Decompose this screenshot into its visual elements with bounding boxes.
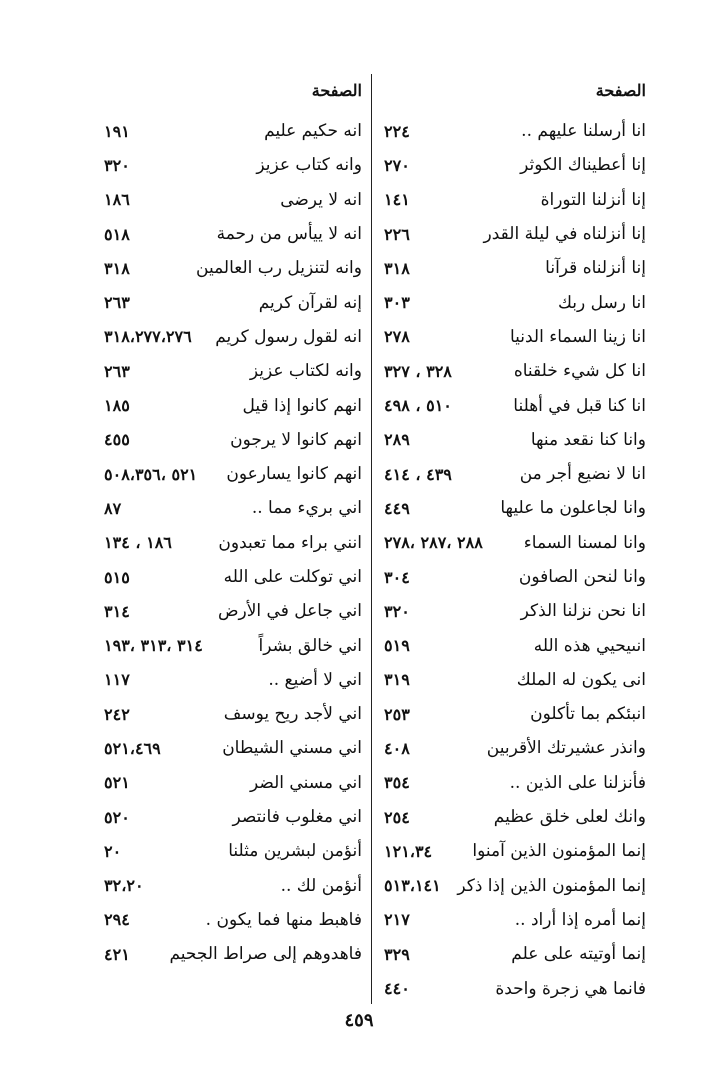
index-entry: [104, 560, 362, 594]
left-column: [104, 76, 362, 971]
entry-text: إنا أنزلناه قرآنا: [545, 258, 646, 279]
entry-page-ref: ١٩١: [104, 121, 130, 141]
index-entry: [104, 217, 362, 251]
entry-page-ref: ١٨٥: [104, 396, 130, 416]
index-entry: [104, 388, 362, 422]
index-entry: [384, 971, 646, 1005]
entry-page-ref: ٣١٨: [104, 258, 130, 278]
index-entry: [104, 594, 362, 628]
index-entry: [384, 285, 646, 319]
index-entry: [384, 354, 646, 388]
entry-page-ref: ١٨٦ ، ١٣٤: [104, 533, 172, 553]
entry-page-ref: ١٢١،٣٤: [384, 841, 433, 861]
entry-page-ref: ٣٢٠: [104, 155, 130, 175]
entry-page-ref: ٥١٩: [384, 636, 410, 656]
entry-text: اني لا أضيع ..: [268, 669, 362, 690]
index-entry: [384, 320, 646, 354]
entry-text: اني خالق بشراً: [258, 635, 362, 656]
entry-text: فاهبط منها فما يكون .: [205, 909, 362, 930]
entry-page-ref: ٥٢١،٤٦٩: [104, 738, 161, 758]
index-entry: [384, 594, 646, 628]
entry-text: اني مغلوب فانتصر: [232, 807, 362, 828]
entry-page-ref: ٤٤٩: [384, 498, 410, 518]
entry-page-ref: ١٨٦: [104, 190, 130, 210]
entry-page-ref: ٤٢١: [104, 944, 130, 964]
entry-page-ref: ٣٢،٢٠: [104, 876, 144, 896]
left-column-header: الصفحة: [311, 81, 362, 100]
entry-text: انا كل شيء خلقناه: [513, 361, 646, 382]
entry-text: انبئكم بما تأكلون: [530, 704, 646, 725]
entry-page-ref: ١١٧: [104, 670, 130, 690]
entry-page-ref: ٤٤٠: [384, 979, 410, 999]
index-entry: [104, 491, 362, 525]
entry-text: وانك لعلى خلق عظيم: [493, 807, 646, 828]
index-entry: [384, 560, 646, 594]
entry-page-ref: ٣٢٨ ، ٣٢٧: [384, 361, 452, 381]
entry-text: انا لا نضيع أجر من: [519, 464, 646, 485]
entry-text: انهم كانوا يسارعون: [226, 464, 362, 485]
index-entry: [104, 148, 362, 182]
entry-text: انه لا ييأس من رحمة: [216, 224, 362, 245]
entry-text: وانه لتنزيل رب العالمين: [196, 258, 362, 279]
entry-text: إنما أوتيته على علم: [511, 944, 646, 965]
column-divider: [371, 74, 372, 1004]
entry-page-ref: ٢٠: [104, 841, 122, 861]
index-entry: [384, 834, 646, 868]
left-entry-list: [104, 114, 362, 971]
entry-text: أنؤمن لبشرين مثلنا: [228, 841, 362, 862]
entry-text: اني مسني الضر: [249, 772, 362, 793]
entry-page-ref: ٥١٠ ، ٤٩٨: [384, 396, 452, 416]
entry-page-ref: ٥٢٠: [104, 807, 130, 827]
entry-page-ref: ٢٦٣: [104, 293, 130, 313]
entry-page-ref: ٢٨٩: [384, 430, 410, 450]
index-entry: [104, 354, 362, 388]
entry-text: وانا لنحن الصافون: [518, 567, 646, 587]
entry-page-ref: ٢٦٣: [104, 361, 130, 381]
index-entry: [384, 937, 646, 971]
entry-page-ref: ٣٠٣: [384, 293, 410, 313]
index-entry: [104, 457, 362, 491]
right-column: [384, 76, 646, 1006]
entry-text: انا أرسلنا عليهم ..: [521, 121, 646, 142]
index-entry: [104, 423, 362, 457]
index-entry: [384, 491, 646, 525]
index-entry: [384, 114, 646, 148]
entry-text: فاهدوهم إلى صراط الجحيم: [169, 944, 362, 965]
entry-page-ref: ٢٧٨: [384, 327, 410, 347]
entry-text: انهم كانوا لا يرجون: [230, 429, 362, 450]
entry-text: وانا لمسنا السماء: [523, 532, 646, 553]
entry-page-ref: ٣١٤: [104, 601, 130, 621]
entry-text: اني جاعل في الأرض: [217, 601, 362, 622]
entry-text: إنا أعطيناك الكوثر: [520, 155, 646, 176]
entry-page-ref: ٢٢٤: [384, 121, 410, 141]
index-entry: [104, 731, 362, 765]
entry-text: وانه كتاب عزيز: [256, 155, 362, 176]
index-entry: [104, 628, 362, 662]
index-entry: [384, 457, 646, 491]
entry-page-ref: ٢١٧: [384, 910, 410, 930]
index-entry: [104, 114, 362, 148]
entry-page-ref: ٤٠٨: [384, 738, 410, 758]
entry-page-ref: ٣٠٤: [384, 567, 410, 587]
entry-page-ref: ٤٣٩ ، ٤١٤: [384, 464, 452, 484]
page-number: ٤٥٩: [344, 1010, 374, 1031]
right-column-header: الصفحة: [595, 81, 646, 100]
entry-page-ref: ٣٢٠: [384, 601, 410, 621]
entry-text: انه لقول رسول كريم: [215, 326, 362, 347]
index-entry: [104, 697, 362, 731]
index-entry: [104, 663, 362, 697]
entry-page-ref: ٣١٤ ،٣١٣ ،١٩٣: [104, 636, 203, 656]
index-entry: [384, 869, 646, 903]
entry-text: أنؤمن لك ..: [280, 875, 362, 896]
entry-page-ref: ٣١٩: [384, 670, 410, 690]
entry-page-ref: ٢٥٤: [384, 807, 410, 827]
entry-page-ref: ٢٢٦: [384, 224, 410, 244]
index-entry: [384, 183, 646, 217]
index-entry: [104, 285, 362, 319]
entry-text: اني توكلت على الله: [223, 567, 362, 587]
entry-text: انني براء مما تعبدون: [218, 532, 362, 553]
entry-page-ref: ٣١٨: [384, 258, 410, 278]
entry-text: انى يكون له الملك: [516, 669, 646, 690]
entry-text: انه حكيم عليم: [264, 121, 362, 142]
index-entry: [384, 697, 646, 731]
index-entry: [104, 766, 362, 800]
index-entry: [384, 388, 646, 422]
entry-text: انا زينا السماء الدنيا: [509, 326, 646, 347]
entry-text: إنما أمره إذا أراد ..: [514, 909, 646, 930]
entry-page-ref: ٨٧: [104, 498, 122, 518]
entry-page-ref: ٥٢١: [104, 773, 130, 793]
entry-text: وانا لجاعلون ما عليها: [500, 498, 646, 519]
index-entry: [104, 320, 362, 354]
entry-page-ref: ٢٤٢: [104, 704, 130, 724]
entry-page-ref: ٥١٨: [104, 224, 130, 244]
entry-text: اني مسني الشيطان: [222, 738, 362, 759]
entry-text: انا نحن نزلنا الذكر: [520, 601, 646, 622]
entry-text: إنما المؤمنون الذين آمنوا: [472, 841, 646, 862]
index-entry: [384, 217, 646, 251]
entry-page-ref: ٢٨٨ ،٢٨٧ ،٢٧٨: [384, 533, 483, 553]
index-entry: [384, 800, 646, 834]
index-entry: [104, 526, 362, 560]
index-entry: [104, 834, 362, 868]
index-entry: [384, 526, 646, 560]
entry-text: فانما هي زجرة واحدة: [495, 978, 646, 999]
entry-text: إنه لقرآن كريم: [258, 292, 362, 313]
entry-text: فأنزلنا على الذين ..: [509, 772, 646, 793]
entry-text: وانذر عشيرتك الأقربين: [486, 738, 646, 759]
right-entry-list: [384, 114, 646, 1006]
index-entry: [104, 251, 362, 285]
index-entry: [384, 251, 646, 285]
entry-text: انهم كانوا إذا قيل: [242, 395, 362, 416]
entry-text: انىيحيي هذه الله: [533, 635, 646, 656]
entry-page-ref: ٣٢٩: [384, 944, 410, 964]
entry-text: وانا كنا نقعد منها: [530, 429, 646, 450]
index-entry: [384, 423, 646, 457]
entry-page-ref: ٢٥٣: [384, 704, 410, 724]
index-entry: [384, 628, 646, 662]
entry-text: انه لا يرضى: [280, 189, 362, 210]
entry-text: انا رسل ربك: [557, 292, 646, 313]
index-entry: [104, 800, 362, 834]
entry-page-ref: ٥٢١ ،٥٠٨،٣٥٦: [104, 464, 198, 484]
entry-page-ref: ٤٥٥: [104, 430, 130, 450]
index-entry: [384, 903, 646, 937]
entry-text: اني بريء مما ..: [251, 498, 362, 519]
entry-text: إنا أنزلنا التوراة: [540, 189, 646, 210]
entry-page-ref: ٢٩٤: [104, 910, 130, 930]
index-entry: [384, 766, 646, 800]
entry-page-ref: ٥١٣،١٤١: [384, 876, 441, 896]
index-entry: [104, 183, 362, 217]
entry-text: وانه لكتاب عزيز: [249, 361, 362, 382]
index-entry: [104, 869, 362, 903]
entry-page-ref: ٣١٨،٢٧٧،٢٧٦: [104, 327, 192, 347]
entry-page-ref: ١٤١: [384, 190, 410, 210]
index-entry: [104, 903, 362, 937]
entry-text: إنما المؤمنون الذين إذا ذكر: [457, 875, 646, 896]
entry-text: انا كنا قبل في أهلنا: [513, 395, 646, 416]
entry-page-ref: ٥١٥: [104, 567, 130, 587]
index-entry: [384, 731, 646, 765]
entry-text: اني لأجد ريح يوسف: [223, 704, 362, 725]
index-entry: [104, 937, 362, 971]
entry-text: إنا أنزلناه في ليلة القدر: [483, 224, 646, 245]
entry-page-ref: ٣٥٤: [384, 773, 410, 793]
index-entry: [384, 148, 646, 182]
index-entry: [384, 663, 646, 697]
entry-page-ref: ٢٧٠: [384, 155, 410, 175]
